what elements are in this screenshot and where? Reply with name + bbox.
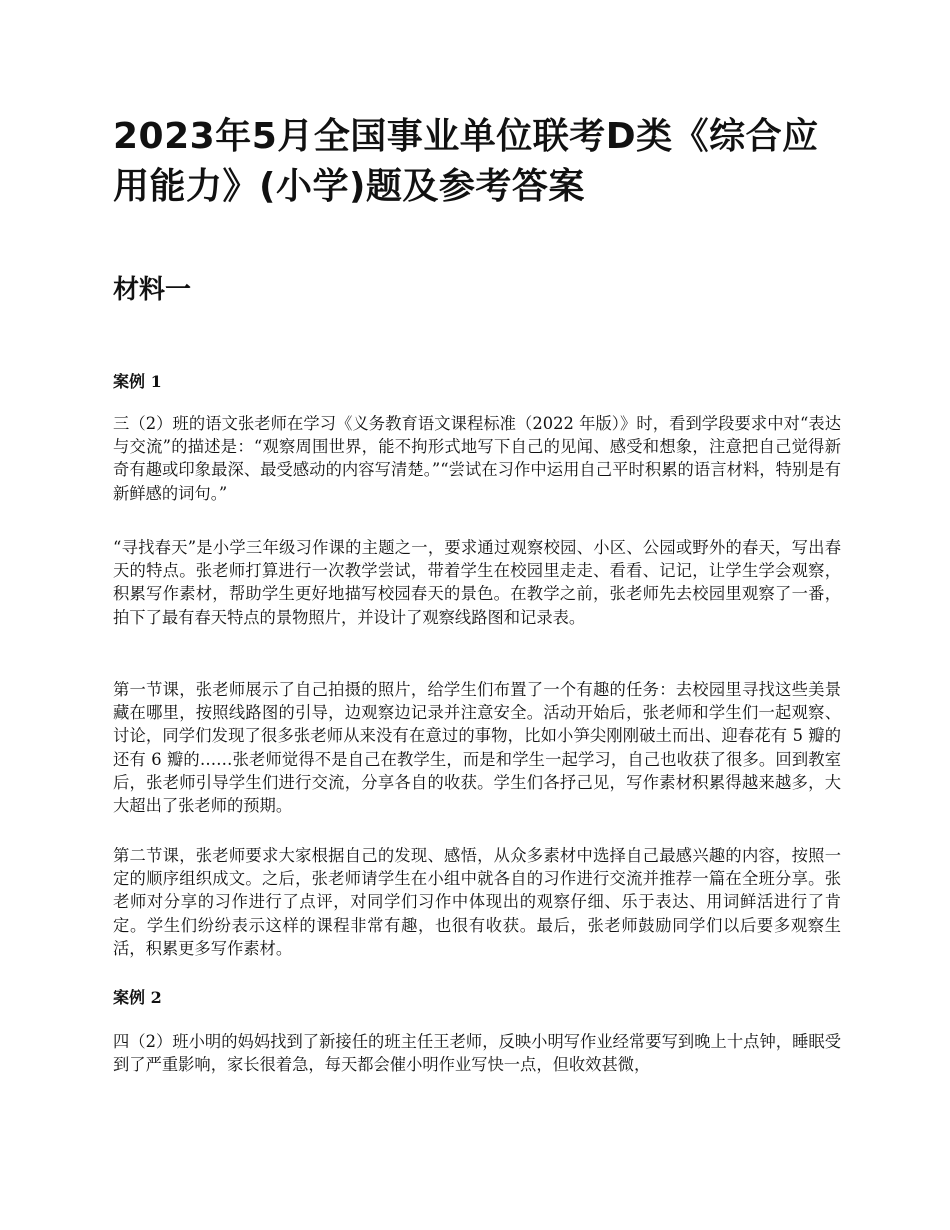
case-1-paragraph: 第二节课，张老师要求大家根据自己的发现、感悟，从众多素材中选择自己最感兴趣的内容，按照一定的顺序组织成文。之后，张老师请学生在小组中就各自的习作进行交流并推荐一篇在全班分享。张老师对分享的习作进行了点评，对同学们习作中体现出的观察仔细、乐于表达、用词鲜活进行了肯定。学生们纷纷表示这样的课程非常有趣，也很有收获。最后，张老师鼓励同学们以后要多观察生活，积累更多写作素材。 (113, 846, 841, 958)
section-title: 材料一 (113, 275, 192, 305)
case-1-paragraph: 第一节课，张老师展示了自己拍摄的照片，给学生们布置了一个有趣的任务：去校园里寻找这些美景藏在哪里，按照线路图的引导，边观察边记录并注意安全。活动开始后，张老师和学生们一起观察、讨论，同学们发现了很多张老师从来没有在意过的事物，比如小笋尖刚刚破土而出、迎春花有 5 瓣的还有 6 瓣的……张老师觉得不是自己在教学生，而是和学生一起学习，自己也收获了很多。回到教室后，张老师引导学生们进行交流，分享各自的收获。学生们各抒己见，写作素材积累得越来越多，大大超出了张老师的预期。 (113, 680, 841, 816)
case-2-heading: 案例 2 (113, 988, 162, 1007)
case-1-paragraph: “寻找春天”是小学三年级习作课的主题之一，要求通过观察校园、小区、公园或野外的春天，写出春天的特点。张老师打算进行一次教学尝试，带着学生在校园里走走、看看、记记，让学生学会观察，积累写作素材，帮助学生更好地描写校园春天的景色。在教学之前，张老师先去校园里观察了一番，拍下了最有春天特点的景物照片，并设计了观察线路图和记录表。 (113, 538, 841, 627)
case-1-heading: 案例 1 (113, 372, 162, 391)
document-title: 2023年5月全国事业单位联考D类《综合应用能力》(小学)题及参考答案 (113, 116, 819, 207)
case-2-paragraph: 四（2）班小明的妈妈找到了新接任的班主任王老师，反映小明写作业经常要写到晚上十点钟，睡眠受到了严重影响，家长很着急，每天都会催小明作业写快一点，但收效甚微， (113, 1032, 841, 1075)
case-1-paragraph: 三（2）班的语文张老师在学习《义务教育语文课程标准（2022 年版）》时，看到学段要求中对“表达与交流”的描述是：“观察周围世界，能不拘形式地写下自己的见闻、感受和想象，注意把自己觉得新奇有趣或印象最深、最受感动的内容写清楚。”“尝试在习作中运用自己平时积累的语言材料，特别是有新鲜感的词句。” (113, 414, 841, 503)
